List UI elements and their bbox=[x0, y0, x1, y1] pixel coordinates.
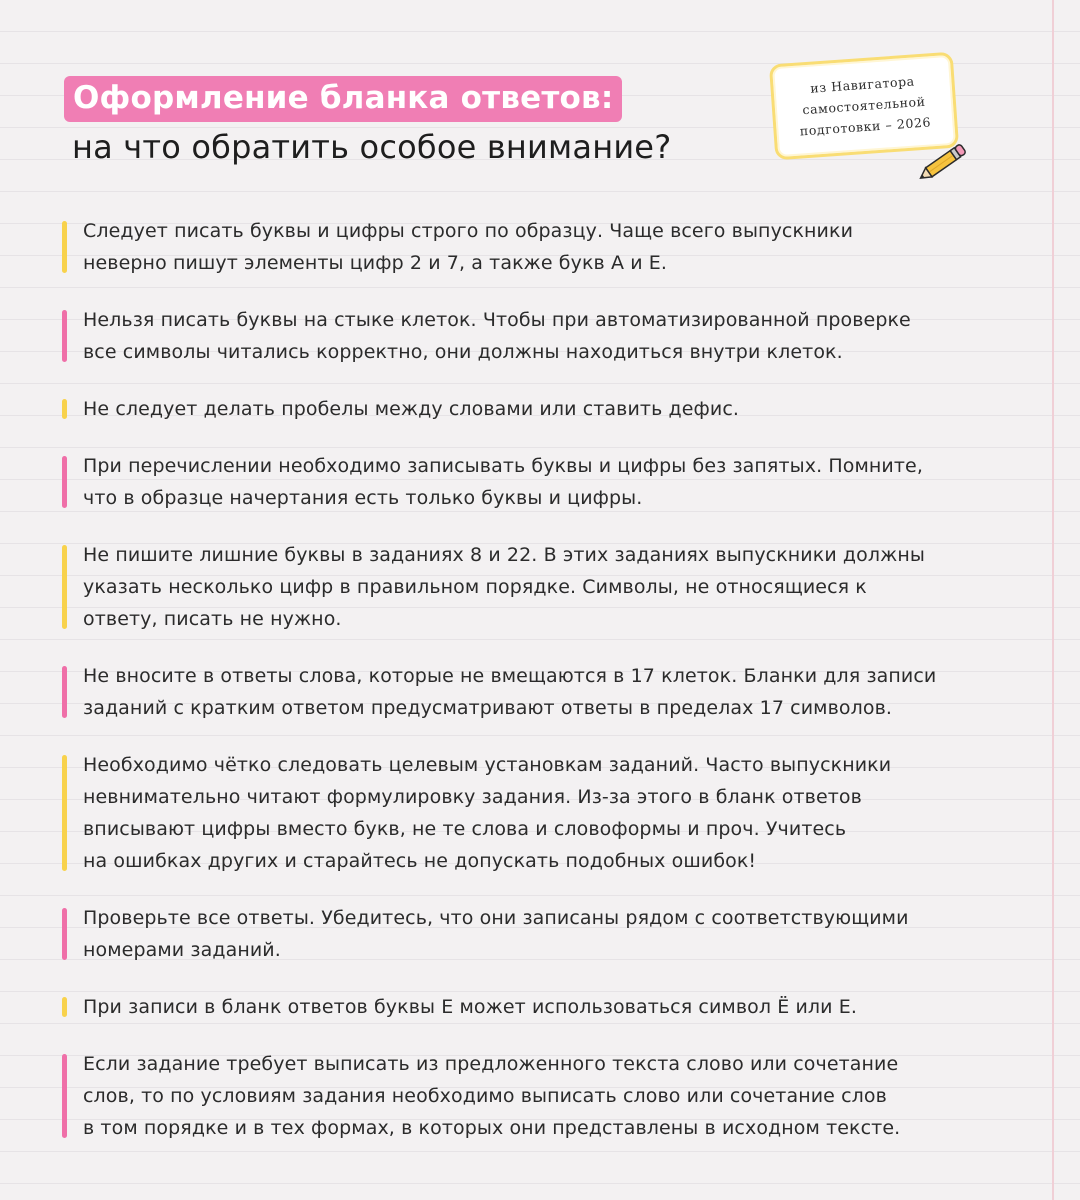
list-item bbox=[62, 991, 1022, 1023]
item-text: Необходимо чётко следовать целевым установкам заданий. Часто выпускники невнимательно читают формулировку задания. Из-за этого в бланк ответов вписывают цифры вместо букв, не те слова и словоформы и проч. Учитесь на ошибках других и старайтесь не допускать подобных ошибок! bbox=[83, 754, 892, 872]
list-item bbox=[62, 1048, 1022, 1144]
list-item bbox=[62, 660, 1022, 724]
list-item bbox=[62, 539, 1022, 635]
item-text: Не вносите в ответы слова, которые не вмещаются в 17 клеток. Бланки для записи заданий с кратким ответом предусматривают ответы в пределах 17 символов. bbox=[83, 665, 937, 719]
item-marker bbox=[62, 456, 67, 508]
item-marker bbox=[62, 997, 67, 1017]
badge-line: подготовки – 2026 bbox=[799, 114, 932, 139]
item-text: Следует писать буквы и цифры строго по образцу. Чаще всего выпускники неверно пишут элементы цифр 2 и 7, а также букв А и Е. bbox=[83, 220, 854, 274]
badge-text bbox=[770, 68, 958, 144]
tips-list bbox=[62, 215, 1022, 1169]
item-marker bbox=[62, 310, 67, 362]
list-item bbox=[62, 393, 1022, 425]
item-marker bbox=[62, 399, 67, 419]
item-text: При записи в бланк ответов буквы Е может использоваться символ Ё или Е. bbox=[83, 996, 858, 1018]
item-marker bbox=[62, 666, 67, 718]
title-subtitle: на что обратить особое внимание? bbox=[72, 128, 672, 166]
item-text: Не пишите лишние буквы в заданиях 8 и 22. В этих заданиях выпускники должны указать несколько цифр в правильном порядке. Символы, не относящиеся к ответу, писать не нужно. bbox=[83, 544, 925, 630]
badge-line: самостоятельной bbox=[801, 93, 926, 118]
badge-line: из Навигатора bbox=[809, 73, 916, 96]
item-marker bbox=[62, 755, 67, 871]
item-text: Нельзя писать буквы на стыке клеток. Чтобы при автоматизированной проверке все символы читались корректно, они должны находиться внутри клеток. bbox=[83, 309, 911, 363]
item-text: Не следует делать пробелы между словами или ставить дефис. bbox=[83, 398, 740, 420]
item-marker bbox=[62, 1054, 67, 1138]
item-marker bbox=[62, 908, 67, 960]
list-item bbox=[62, 304, 1022, 368]
list-item bbox=[62, 450, 1022, 514]
page-title bbox=[64, 76, 671, 168]
item-marker bbox=[62, 221, 67, 273]
item-text: Если задание требует выписать из предложенного текста слово или сочетание слов, то по условиям задания необходимо выписать слово или сочетание слов в том порядке и в тех формах, в которых они представлены в исходном тексте. bbox=[83, 1053, 901, 1139]
list-item bbox=[62, 215, 1022, 279]
notebook-margin-line bbox=[1052, 0, 1054, 1200]
pencil-icon bbox=[912, 140, 974, 186]
list-item bbox=[62, 749, 1022, 877]
list-item bbox=[62, 902, 1022, 966]
item-marker bbox=[62, 545, 67, 629]
title-highlight: Оформление бланка ответов: bbox=[64, 76, 622, 122]
item-text: При перечислении необходимо записывать буквы и цифры без запятых. Помните, что в образце начертания есть только буквы и цифры. bbox=[83, 455, 923, 509]
item-text: Проверьте все ответы. Убедитесь, что они записаны рядом с соответствующими номерами заданий. bbox=[83, 907, 909, 961]
